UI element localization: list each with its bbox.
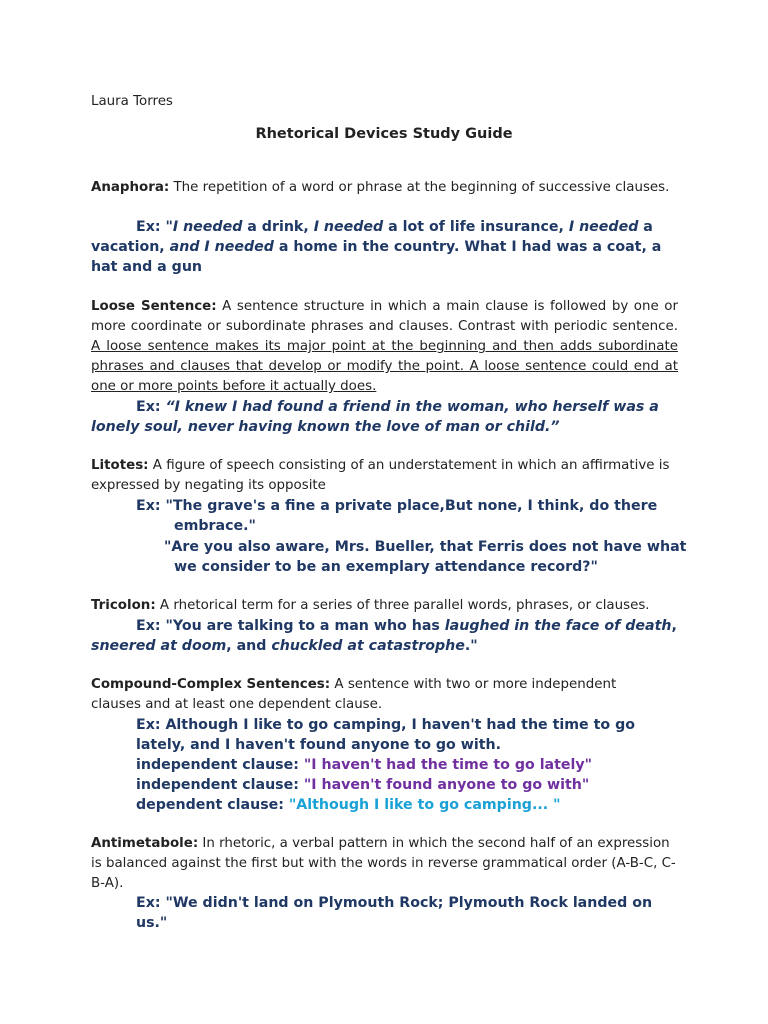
compound-term: Compound-Complex Sentences: [91, 677, 331, 692]
tricolon-definition [91, 596, 678, 616]
antimetabole-def: In rhetoric, a verbal pattern in which the second half of an expression is balanced against the first but with the words in reverse grammatical order (A-B-C, C-B-A). [91, 836, 676, 891]
tricolon-example [91, 616, 678, 656]
compound-complex-definition [91, 675, 651, 715]
ex-italic: chuckled at catastrophe [271, 638, 465, 654]
litotes-definition [91, 456, 678, 496]
loose-def: A sentence structure in which a main clause is followed by one or more coordinate or subordinate phrases and clauses. Contrast with periodic sentence. [91, 299, 678, 334]
document-title: Rhetorical Devices Study Guide [255, 126, 513, 142]
tricolon-term: Tricolon: [91, 598, 156, 613]
ex-italic: and I needed [169, 239, 274, 255]
compound-def: A sentence with two or more independent clauses and at least one dependent clause. [91, 677, 617, 712]
ex-italic: “I knew I had found a friend in the woman, who herself was a lonely soul, never having known the love of man or child.” [91, 399, 659, 435]
clause-label: independent clause: [136, 777, 304, 793]
clause-text: "Although I like to go camping... " [288, 797, 561, 813]
ex-label: Ex: " [136, 219, 173, 235]
clause-text: "I haven't had the time to go lately" [303, 757, 593, 773]
anaphora-definition [91, 178, 678, 198]
tricolon-def: A rhetorical term for a series of three parallel words, phrases, or clauses. [155, 598, 650, 613]
litotes-term: Litotes: [91, 458, 149, 473]
antimetabole-definition [91, 834, 681, 894]
ex-label: Ex: [136, 618, 166, 634]
independent-clause-1 [136, 755, 681, 775]
clause-label: dependent clause: [136, 797, 289, 813]
ex-text: ." [464, 638, 478, 654]
ex-label: Ex: [136, 498, 166, 514]
ex-italic: I needed [568, 219, 639, 235]
litotes-example-2: "Are you also aware, Mrs. Bueller, that Ferris does not have what we consider to be an exemplary attendance record?" [164, 539, 687, 575]
ex-label: Ex: [136, 399, 166, 415]
loose-sentence-definition [91, 297, 678, 397]
anaphora-example [91, 217, 678, 277]
anaphora-term: Anaphora: [91, 180, 170, 195]
author-name: Laura Torres [91, 94, 173, 109]
compound-example: Ex: Although I like to go camping, I haven't had the time to go lately, and I haven't found anyone to go with. [136, 717, 635, 753]
loose-def-underlined: A loose sentence makes its major point at the beginning and then adds subordinate phrases and clauses that develop or modify the point. A loose sentence could end at one or more points before it actually does. [91, 339, 678, 394]
ex-text: , [671, 618, 677, 634]
independent-clause-2 [136, 775, 681, 795]
clause-text: "I haven't found anyone to go with" [303, 777, 590, 793]
ex-text: "The grave's a fine a private place,But none, I think, do there embrace." [165, 498, 658, 534]
ex-italic: I needed [172, 219, 243, 235]
antimetabole-example: Ex: "We didn't land on Plymouth Rock; Plymouth Rock landed on us." [136, 895, 653, 931]
ex-text: a home in the country. What I had was a coat, a hat and a gun [91, 239, 662, 275]
ex-text: a drink, [242, 219, 314, 235]
litotes-def: A figure of speech consisting of an understatement in which an affirmative is expressed by negating its opposite [91, 458, 670, 493]
antimetabole-term: Antimetabole: [91, 836, 199, 851]
ex-italic: laughed in the face of death [444, 618, 672, 634]
clause-label: independent clause: [136, 757, 304, 773]
litotes-example-1 [136, 496, 714, 536]
ex-italic: sneered at doom [91, 638, 227, 654]
anaphora-def: The repetition of a word or phrase at the beginning of successive clauses. [169, 180, 670, 195]
loose-sentence-example [91, 397, 678, 437]
ex-text: "You are talking to a man who has [165, 618, 445, 634]
ex-text: a lot of life insurance, [383, 219, 569, 235]
ex-text: , and [226, 638, 272, 654]
dependent-clause [136, 795, 681, 815]
ex-text: a vacation, [91, 219, 653, 255]
ex-italic: I needed [313, 219, 384, 235]
loose-term: Loose Sentence: [91, 299, 217, 314]
